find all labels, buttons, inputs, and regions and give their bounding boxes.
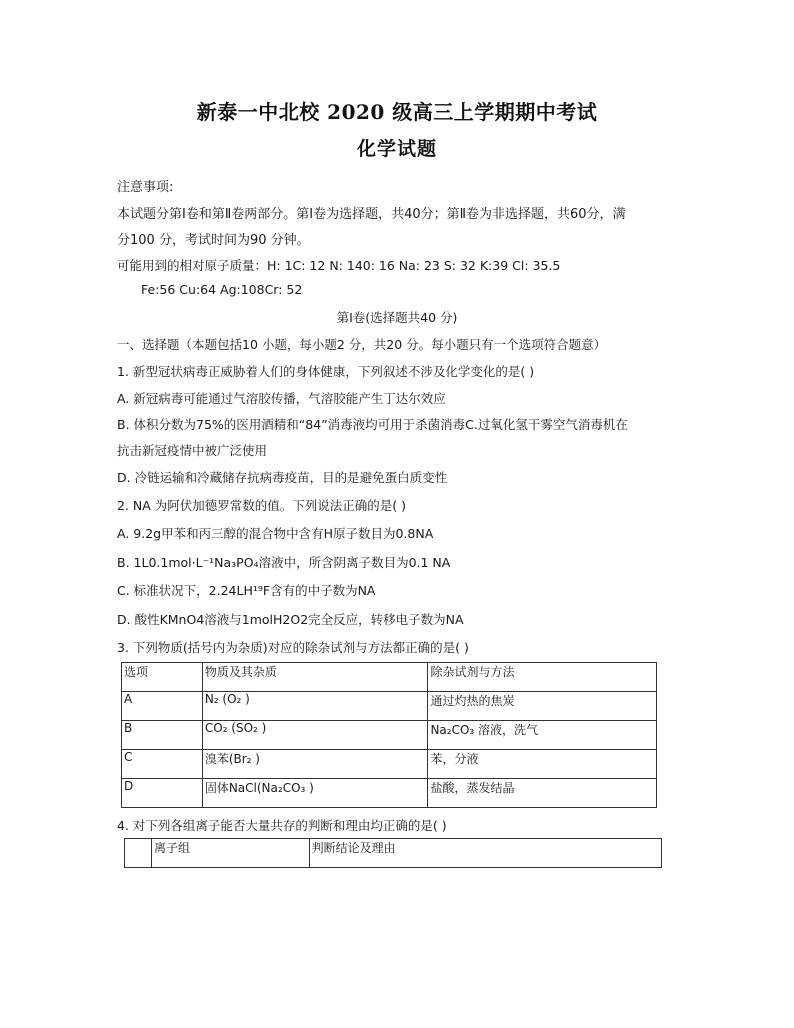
table-cell: 盐酸，蒸发结晶 (428, 779, 657, 808)
table-row (122, 721, 657, 750)
table-header-cell: 选项 (122, 663, 203, 692)
table-row (122, 692, 657, 721)
q1-option-b: B. 体积分数为75%的医用酒精和“84”消毒液均可用于杀菌消毒C.过氧化氢干雾空气消毒机在 (117, 417, 628, 432)
table-header-cell: 离子组 (151, 839, 309, 868)
table-cell: C (122, 750, 203, 779)
notes-line-2: 分100 分，考试时间为90 分钟。 (117, 233, 310, 248)
atomic-masses-line-1: 可能用到的相对原子质量：H: 1C: 12 N: 140: 16 Na: 23 S: 32 K:39 Cl: 35.5 (117, 258, 561, 273)
table-cell: 固体NaCl(Na₂CO₃ ) (202, 779, 428, 808)
table-row (122, 750, 657, 779)
q2-option-d: D. 酸性KMnO4溶液与1molH2O2完全反应，转移电子数为NA (117, 612, 464, 627)
table-header-cell: 物质及其杂质 (202, 663, 428, 692)
q4-stem: 4. 对下列各组离子能否大量共存的判断和理由均正确的是( ) (117, 818, 447, 833)
table-cell: D (122, 779, 203, 808)
q2-stem: 2. NA 为阿伏加德罗常数的值。下列说法正确的是( ) (117, 498, 407, 513)
exam-subtitle: 化学试题 (356, 138, 437, 160)
table-header-row (125, 839, 662, 868)
q1-option-d: D. 冷链运输和冷藏储存抗病毒疫苗，目的是避免蛋白质变性 (117, 470, 448, 485)
q1-option-b-cont: 抗击新冠疫情中被广泛使用 (117, 443, 268, 458)
table-header-cell: 除杂试剂与方法 (428, 663, 657, 692)
table-header-cell (125, 839, 152, 868)
atomic-masses-line-2: Fe:56 Cu:64 Ag:108Cr: 52 (141, 282, 303, 297)
table-cell: 通过灼热的焦炭 (428, 692, 657, 721)
table-cell: B (122, 721, 203, 750)
table-row (122, 779, 657, 808)
table-cell: 溴苯(Br₂ ) (202, 750, 428, 779)
notes-line-1: 本试题分第Ⅰ卷和第Ⅱ卷两部分。第Ⅰ卷为选择题，共40分；第Ⅱ卷为非选择题，共60分，满 (117, 207, 626, 222)
q2-option-b: B. 1L0.1mol·L⁻¹Na₃PO₄溶液中，所含阴离子数目为0.1 NA (117, 555, 451, 570)
table-cell: N₂ (O₂ ) (202, 692, 428, 721)
table-cell: 苯，分液 (428, 750, 657, 779)
part1-heading: 第Ⅰ卷(选择题共40 分) (336, 310, 458, 325)
section-heading: 一、选择题（本题包括10 小题，每小题2 分，共20 分。每小题只有一个选项符合题意） (117, 337, 607, 352)
q1-option-a: A. 新冠病毒可能通过气溶胶传播，气溶胶能产生丁达尔效应 (117, 391, 446, 406)
q3-stem: 3. 下列物质(括号内为杂质)对应的除杂试剂与方法都正确的是( ) (117, 640, 469, 655)
table-cell: CO₂ (SO₂ ) (202, 721, 428, 750)
table-cell: Na₂CO₃ 溶液，洗气 (428, 721, 657, 750)
table-cell: A (122, 692, 203, 721)
q1-stem: 1. 新型冠状病毒正威胁着人们的身体健康，下列叙述不涉及化学变化的是( ) (117, 364, 535, 379)
q3-table (121, 662, 657, 808)
q4-table (124, 838, 662, 868)
exam-title: 新泰一中北校 2020 级高三上学期期中考试 (196, 100, 598, 124)
q2-option-a: A. 9.2g甲苯和丙三醇的混合物中含有H原子数目为0.8NA (117, 526, 434, 541)
table-header-cell: 判断结论及理由 (309, 839, 661, 868)
table-header-row (122, 663, 657, 692)
notes-heading: 注意事项: (117, 180, 174, 195)
q2-option-c: C. 标准状况下，2.24LH¹⁹F含有的中子数为NA (117, 583, 376, 598)
